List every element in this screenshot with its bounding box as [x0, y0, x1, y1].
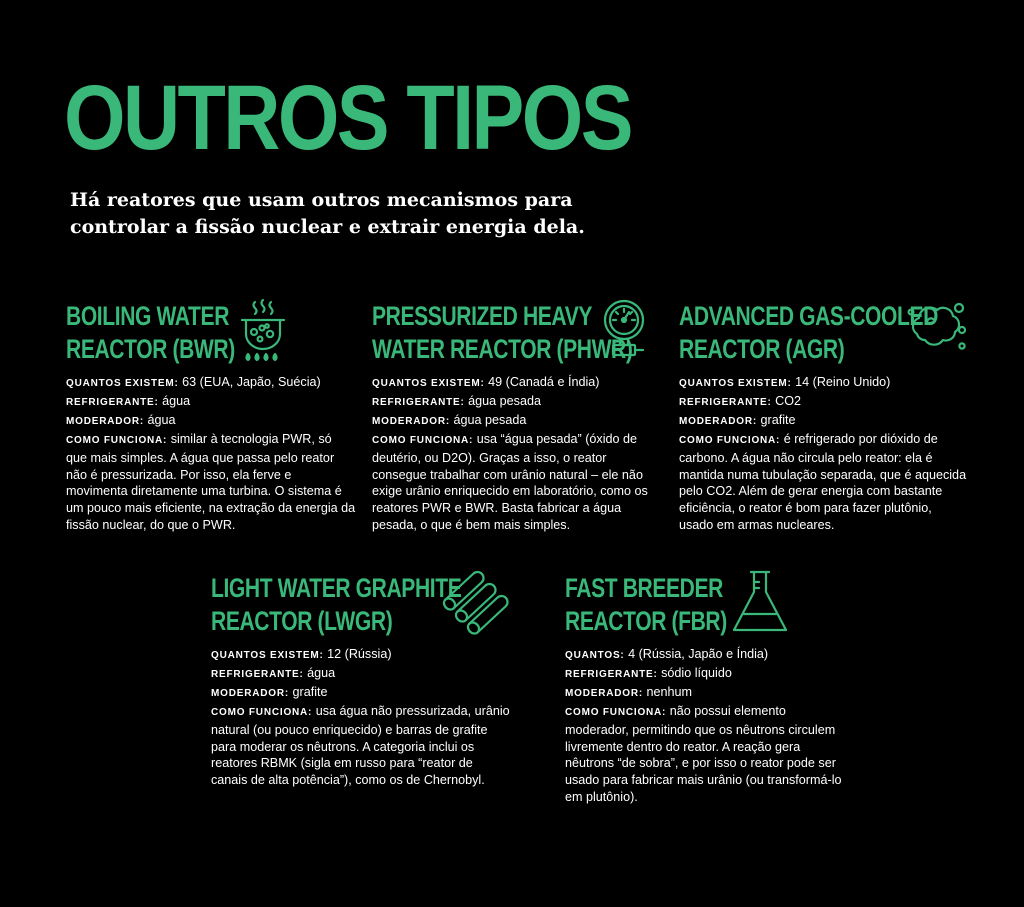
- reactor-title-line2: REACTOR (FBR): [565, 606, 727, 636]
- coolant-value: água: [162, 393, 191, 408]
- reactor-title-line2: REACTOR (LWGR): [211, 606, 393, 636]
- coolant-value: água: [307, 665, 336, 680]
- moderator-row: [679, 412, 969, 431]
- boiling-pot-icon: [232, 298, 294, 364]
- card-header: [372, 300, 662, 372]
- reactor-card-lwgr: [211, 572, 511, 788]
- lab-flask-icon: [729, 568, 791, 638]
- reactor-details: [372, 374, 662, 534]
- moderator-value: grafite: [292, 684, 328, 699]
- coolant-row: [66, 393, 356, 412]
- coolant-row: [679, 393, 969, 412]
- card-header: [679, 300, 969, 372]
- count-label: QUANTOS EXISTEM:: [66, 378, 179, 389]
- page-title: OUTROS TIPOS: [64, 67, 631, 169]
- card-header: [211, 572, 511, 644]
- reactor-title-line2: WATER REACTOR (PHWR): [372, 334, 633, 364]
- coolant-row: [211, 665, 511, 684]
- coolant-label: REFRIGERANTE:: [565, 668, 658, 680]
- count-row: [679, 374, 969, 393]
- moderator-row: [372, 412, 662, 431]
- count-row: [565, 646, 845, 665]
- reactor-title: [372, 300, 633, 366]
- pressure-gauge-icon: [600, 298, 662, 364]
- count-value: 14 (Reino Unido): [795, 375, 891, 389]
- reactor-title: [211, 572, 461, 638]
- gas-cloud-icon: [907, 298, 969, 364]
- how-label: COMO FUNCIONA:: [372, 434, 474, 446]
- count-row: [372, 374, 662, 393]
- how-value: é refrigerado por dióxido de carbono. A água não circula pelo reator: ela é mantida numa tubulação separada, que é aquecida pelo CO2. Além de gerar energia com bastante eficiência, o reator é bom para fazer plutônio, usado em armas nucleares.: [679, 431, 967, 533]
- how-label: COMO FUNCIONA:: [66, 434, 168, 446]
- how-value: usa “água pesada” (óxido de deutério, ou D2O). Graças a isso, o reator consegue trabalhar com urânio natural – ele não exige urânio enriquecido em laboratório, como os reatores PWR e BWR. Basta fabricar a água pesada, o que é bem mais simples.: [372, 431, 648, 533]
- coolant-label: REFRIGERANTE:: [211, 668, 304, 680]
- reactor-card-bwr: [66, 300, 356, 533]
- coolant-label: REFRIGERANTE:: [372, 396, 465, 408]
- count-label: QUANTOS EXISTEM:: [679, 378, 792, 389]
- reactor-details: [211, 646, 511, 789]
- reactor-title: [679, 300, 938, 366]
- how-row: [679, 431, 969, 534]
- card-header: [66, 300, 356, 372]
- page-subtitle: Há reatores que usam outros mecanismos para controlar a fissão nuclear e extrair energia dela.: [70, 189, 585, 238]
- reactor-details: [565, 646, 845, 806]
- reactor-title-line1: LIGHT WATER GRAPHITE: [211, 573, 462, 603]
- coolant-label: REFRIGERANTE:: [66, 396, 159, 408]
- how-value: similar à tecnologia PWR, só que mais simples. A água que passa pelo reator não é pressurizada. Por isso, ela ferve e movimenta diretamente uma turbina. O sistema é um pouco mais eficiente, na extração da energia da fissão nuclear, do que o PWR.: [66, 431, 356, 533]
- moderator-value: nenhum: [646, 684, 693, 699]
- coolant-label: REFRIGERANTE:: [679, 396, 772, 408]
- how-label: COMO FUNCIONA:: [211, 706, 313, 718]
- card-header: [565, 572, 845, 644]
- how-label: COMO FUNCIONA:: [565, 706, 667, 718]
- moderator-label: MODERADOR:: [66, 415, 144, 427]
- moderator-value: grafite: [760, 412, 796, 427]
- reactor-title-line1: ADVANCED GAS-COOLED: [679, 301, 938, 331]
- count-label: QUANTOS EXISTEM:: [211, 650, 324, 661]
- how-value: usa água não pressurizada, urânio natural (ou pouco enriquecido) e barras de grafite para moderar os nêutrons. A categoria inclui os reatores RBMK (sigla em russo para “reator de canais de alta potência”), como os de Chernobyl.: [211, 703, 510, 788]
- coolant-row: [565, 665, 845, 684]
- graphite-rods-icon: [437, 566, 513, 638]
- how-row: [211, 703, 511, 790]
- coolant-value: sódio líquido: [661, 665, 732, 680]
- count-value: 4 (Rússia, Japão e Índia): [628, 647, 769, 661]
- coolant-value: CO2: [775, 393, 802, 408]
- reactor-details: [66, 374, 356, 534]
- reactor-title-line1: BOILING WATER: [66, 301, 230, 331]
- reactor-card-phwr: [372, 300, 662, 533]
- moderator-value: água pesada: [453, 412, 527, 427]
- how-row: [372, 431, 662, 534]
- coolant-row: [372, 393, 662, 412]
- reactor-title-line1: PRESSURIZED HEAVY: [372, 301, 593, 331]
- count-label: QUANTOS:: [565, 650, 625, 661]
- reactor-title-line2: REACTOR (AGR): [679, 334, 845, 364]
- moderator-row: [565, 684, 845, 703]
- count-value: 49 (Canadá e Índia): [488, 375, 600, 389]
- moderator-label: MODERADOR:: [211, 687, 289, 699]
- moderator-label: MODERADOR:: [565, 687, 643, 699]
- count-row: [66, 374, 356, 393]
- moderator-label: MODERADOR:: [372, 415, 450, 427]
- moderator-row: [211, 684, 511, 703]
- count-value: 12 (Rússia): [327, 647, 392, 661]
- reactor-title-line1: FAST BREEDER: [565, 573, 723, 603]
- moderator-label: MODERADOR:: [679, 415, 757, 427]
- how-row: [66, 431, 356, 534]
- count-value: 63 (EUA, Japão, Suécia): [182, 375, 321, 389]
- reactor-title-line2: REACTOR (BWR): [66, 334, 235, 364]
- reactor-card-fbr: [565, 572, 845, 805]
- how-value: não possui elemento moderador, permitindo que os nêutrons circulem livremente dentro do reator. A reação gera nêutrons “de sobra”, e por isso o reator pode ser usado para fabricar mais urânio (ou transformá-lo em plutônio).: [565, 703, 842, 805]
- coolant-value: água pesada: [468, 393, 541, 408]
- how-label: COMO FUNCIONA:: [679, 434, 781, 446]
- moderator-row: [66, 412, 356, 431]
- reactor-details: [679, 374, 969, 534]
- reactor-card-agr: [679, 300, 969, 533]
- count-label: QUANTOS EXISTEM:: [372, 378, 485, 389]
- how-row: [565, 703, 845, 806]
- count-row: [211, 646, 511, 665]
- reactor-title: [565, 572, 727, 638]
- moderator-value: água: [147, 412, 176, 427]
- reactor-title: [66, 300, 235, 366]
